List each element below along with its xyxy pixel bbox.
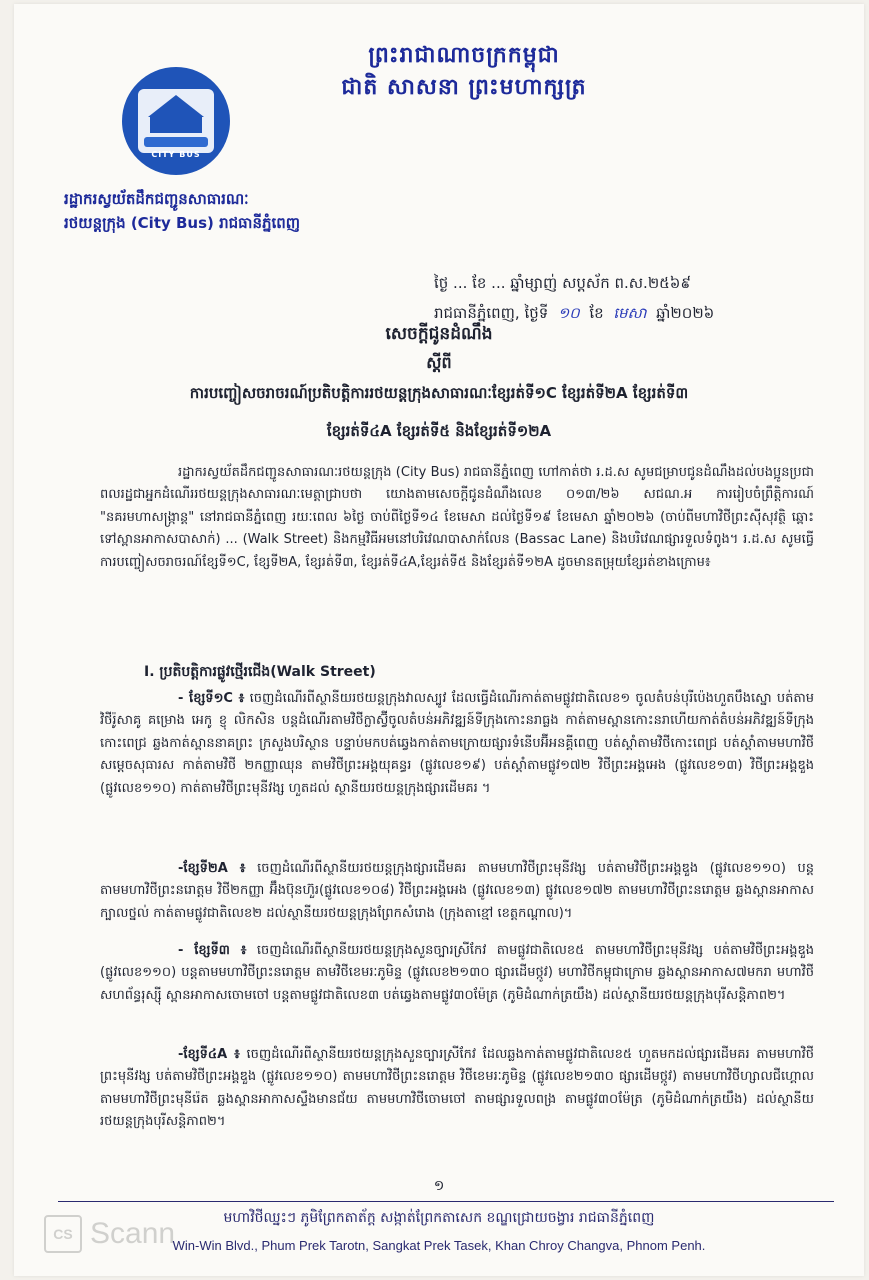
solar-year: ឆ្នាំ២០២៦ [656,304,715,322]
date-block [434,268,854,328]
page-number: ១ [433,1178,445,1194]
route-4a-label: -ខ្សែទី៤A ៖ [178,1047,240,1062]
route-1c-text: ចេញដំណើរពីស្ថានីយរថយន្តក្រុងវាលស្បូវ ដែលធ្វើដំណើរកាត់តាមផ្លូវជាតិលេខ១ ចូលតំបន់បុរីប៉េងហួតបឹងស្នោ បត់តាមវិថីរ៉ូសាគូ គម្រោង អេកូ ខ្ញុ លិកសិន បន្តដំណើរតាមវិថីក្លាស្វ៊ីចូលតំបន់អភិវឌ្ឍន៍ទីក្រុងកោះនរាធ្លង កាត់តាមស្ពានកោះនរាហើយកាត់តំបន់អភិវឌ្ឍន៍ទីក្រុង កោះពេជ្រ ឆ្លងកាត់ស្ពាននាគព្រះ ក្រសួងបរិស្ថាន បន្ទាប់មកបត់ឆ្វេងកាត់តាមក្រោយផ្សារទំនើបអ៊ីអនគ្គីពេញ បត់ស្តាំតាមវិថីកោះពេជ្រ បត់ស្តាំតាមមហាវិថីសម្តេចសុធារស កាត់តាមវិថី ២កញ្ញាឈុន តាមវិថីព្រះអង្គយុគន្ធរ (ផ្លូវលេខ១៩) បត់ស្តាំតាមផ្លូវ១៧២ វិថីព្រះអង្គអេង (ផ្លូវលេខ១៣) វិថីព្រះអង្គឌួង (ផ្លូវលេខ១១០) កាត់តាមវិថីព្រះមុនីវង្ស ហួតដល់ ស្ថានីយរថយន្តក្រុងផ្សារដើមគរ ។ [100,691,814,796]
route-3-label: - ខ្សែទី៣ ៖ [178,943,247,958]
route-2a-label: -ខ្សែទី២A ៖ [178,861,246,876]
footer-divider [58,1201,834,1202]
notice-subtitle: ស្តីពី [426,353,452,372]
kingdom-title: ព្រះរាជាណាចក្រកម្ពុជា [368,43,560,68]
route-2a-paragraph [100,858,814,926]
scanner-logo-icon: CS [44,1215,82,1253]
intro-paragraph: រដ្ឋាករស្វយ័តដឹកជញ្ជូនសាធារណៈរថយន្តក្រុង (City Bus) រាជធានីភ្នំពេញ ហៅកាត់ថា រ.ដ.ស សូមជម្រាបជូនដំណឹងដល់បងប្អូនប្រជាពលរដ្ឋជាអ្នកដំណើររថយន្តក្រុងសាធារណៈមេត្តាជ្រាបថា យោងតាមសេចក្តីជូនដំណឹងលេខ ០១៣/២៦ សជណ.អ ការរៀបចំព្រឹត្តិការណ៍ "នគរមហាសង្ក្រាន្ត" នៅរាជធានីភ្នំពេញ រយៈពេល ៦ថ្ងៃ ចាប់ពីថ្ងៃទី១៤ ខែមេសា ដល់ថ្ងៃទី១៩ ខែមេសា ឆ្នាំ២០២៦ (ចាប់ពីមហាវិថីព្រះស៊ីសុវត្ថិ ឆ្ពោះទៅស្ពានអាកាសបាសាក់) ... (Walk Street) និងកម្មវិធីអមនៅបរិវេណបាសាក់លែន (Bassac Lane) និងបរិវេណផ្សារទួលទំពូង។ រ.ដ.ស សូមធ្វើការបញ្ចៀសចរាចរណ៍ខ្សែទី១C, ខ្សែទី២A, ខ្សែរត់ទី៣, ខ្សែរត់ទី៤A,ខ្សែរត់ទី៥ និងខ្សែរត់ទី១២A ដូចមានតម្រុយខ្សែរត់ខាងក្រោម៖ [100,465,814,570]
solar-month: មេសា [613,304,647,322]
organization-line-1: រដ្ឋាករស្វយ័តដឹកជញ្ជូនសាធារណៈ [64,190,249,208]
national-motto: ជាតិ សាសនា ព្រះមហាក្សត្រ [341,75,587,100]
lunar-date: ថ្ងៃ ... ខែ ... ឆ្នាំម្សាញ់ សប្តស័ក ព.ស.២៥៦៩ [434,274,692,292]
route-1c-paragraph [100,688,814,844]
route-4a-text: ចេញដំណើរពីស្ថានីយរថយន្តក្រុងសួនច្បារស្រីកែវ ដែលឆ្លងកាត់តាមផ្លូវជាតិលេខ៥ ហួតមកដល់ផ្សារដើមគរ តាមមហាវិថីព្រះមុនីវង្ស បត់តាមវិថីព្រះអង្គឌួង (ផ្លូវលេខ១១០) តាមមហាវិថីព្រះនរោត្តម វិថីខេមរៈភូមិន្ទ (ផ្លូវលេខ២១៣០ ផ្សារដើមថ្កូវ) តាមមហាវិថីហ្សាលជីហ្គោល តាមមហាវិថីព្រះមុនីរ៉េត ឆ្លងស្ពានអាកាសស្ទឹងមានជ័យ តាមមហាវិថីចោមចៅ តាមផ្សារទួលពង្រ តាមផ្លូវ៣០ម៉ែត្រ (ភូមិដំណាក់ត្រយឹង) ដល់ស្ថានីយរថយន្តក្រុងបុរីសន្តិភាព២។ [100,1047,814,1130]
organization-line-2: រថយន្តក្រុង (City Bus) រាជធានីភ្នំពេញ [64,214,301,232]
footer-address-khmer: មហាវិថីឈ្នះៗ ភូមិព្រែកតាត័ក្ត សង្កាត់ព្រែកតាសេក ខណ្ឌជ្រោយចង្វារ រាជធានីភ្នំពេញ [223,1210,655,1226]
route-3-text: ចេញដំណើរពីស្ថានីយរថយន្តក្រុងសួនច្បារស្រីកែវ តាមផ្លូវជាតិលេខ៥ តាមមហាវិថីព្រះមុនីវង្ស បត់តាមវិថីព្រះអង្គឌួង (ផ្លូវលេខ១១០) បន្តតាមមហាវិថីព្រះនរោត្តម តាមវិថីខេមរៈភូមិន្ទ (ផ្លូវលេខ២១៣០ ផ្សារដើមថ្កូវ) មហាវិថីកម្ពុជាក្រោម ឆ្លងស្ពានអាកាស៧មករា មហាវិថីសហព័ន្ធរុស្ស៊ី ស្ពានអាកាសចោមចៅ បន្តតាមផ្លូវជាតិលេខ៣ បត់ឆ្វេងតាមផ្លូវ៣០ម៉ែត្រ (ភូមិដំណាក់ត្រយឹង) ដល់ស្ថានីយរថយន្តក្រុងបុរីសន្តិភាព២។ [100,943,814,1003]
scanner-watermark [44,1214,284,1254]
route-3-paragraph [100,940,814,1030]
organization-name [64,187,314,235]
solar-date-prefix: រាជធានីភ្នំពេញ, ថ្ងៃទី [434,304,549,322]
footer-address-english: Win-Win Blvd., Phum Prek Tarotn, Sangkat Prek Tasek, Khan Chroy Changva, Phnom Penh. [172,1238,706,1253]
section-heading: I. ប្រតិបត្តិការផ្លូវថ្មើរជើង(Walk Street) [144,664,376,680]
route-2a-text: ចេញដំណើរពីស្ថានីយរថយន្តក្រុងផ្សារដើមគរ តាមមហាវិថីព្រះមុនីវង្ស បត់តាមវិថីព្រះអង្គឌួង (ផ្លូវលេខ១១០) បន្តតាមមហាវិថីព្រះនរោត្តម វិថី២កញ្ញា អ៊ឹងប៊ុនហ៊ួរ(ផ្លូវលេខ១០៨) វិថីព្រះអង្គអេង (ផ្លូវលេខ១៣) ផ្លូវលេខ១៧២ តាមមហាវិថីព្រះនរោត្តម ឆ្លងស្ពានអាកាសក្បាលថ្នល់ កាត់តាមផ្លូវជាតិលេខ២ ដល់ស្ថានីយរថយន្តក្រុងព្រែកសំរោង (ក្រុងតាខ្មៅ ខេត្តកណ្តាល)។ [100,861,814,921]
solar-day: ១០ [557,304,580,322]
document-page [14,4,864,1276]
notice-subject-line-2: ខ្សែរត់ទី៤A ខ្សែរត់ទី៥ និងខ្សែរត់ទី១២A [326,422,552,440]
notice-title: សេចក្តីជូនដំណឹង [385,324,493,344]
seal-label: CITY BUS [151,150,201,159]
solar-month-label: ខែ [589,304,604,322]
route-4a-paragraph [100,1044,814,1156]
notice-subject-line-1: ការបញ្ចៀសចរាចរណ៍ប្រតិបត្តិការរថយន្តក្រុងសាធារណៈខ្សែរត់ទី១C ខ្សែរត់ទី២A ខ្សែរត់ទី៣ [189,384,689,402]
route-1c-label: - ខ្សែទី១C ៖ [178,691,245,706]
kingdom-header [314,40,614,104]
seal-emblem-icon [138,89,214,153]
scanner-watermark-text: Scann [90,1217,176,1250]
